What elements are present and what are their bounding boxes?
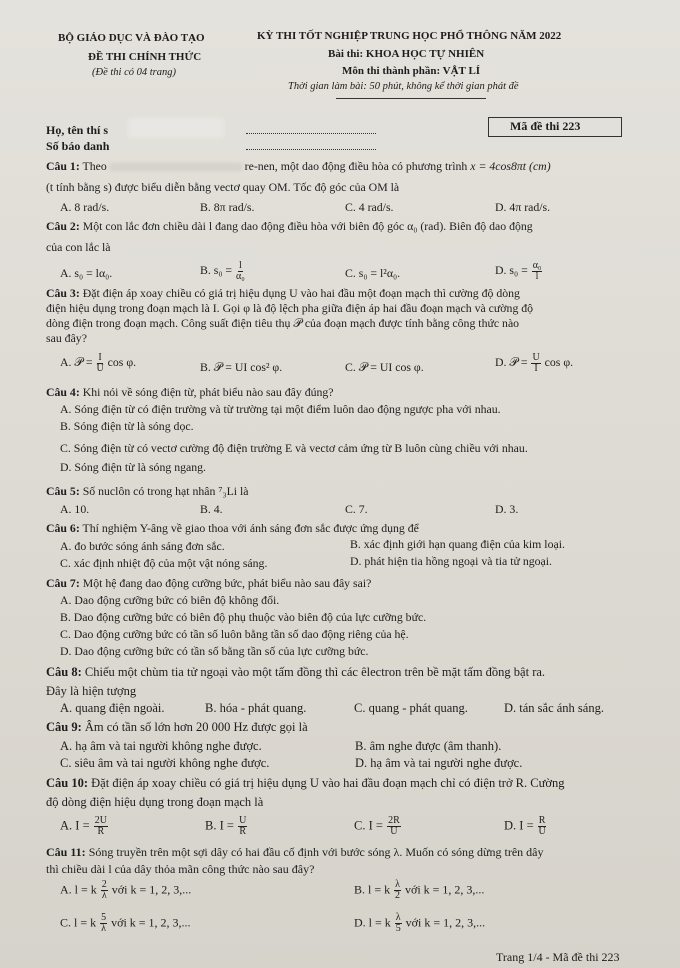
q7-option-c: C. Dao động cưỡng bức có tần số luôn bằng tần số dao động riêng của hệ.	[60, 627, 409, 641]
q4-option-a: A. Sóng điện từ có điện trường và từ trường tại một điểm luôn dao động ngược pha với nhau.	[60, 402, 501, 416]
q9-label: Câu 9:	[46, 720, 82, 734]
q4-stem: Câu 4: Khi nói về sóng điện từ, phát biểu nào sau đây đúng?	[46, 385, 334, 399]
exam-type: ĐỀ THI CHÍNH THỨC	[88, 51, 202, 63]
q11-option-d: D. l = k $\frac{\lambda}{5}$ với k = 1, 2, 3,...	[354, 912, 486, 934]
q11-option-c: C. l = k $\frac{5}{\lambda}$ với k = 1, 2, 3,...	[60, 912, 191, 934]
component: Môn thi thành phần: VẬT LÍ	[342, 65, 481, 77]
q9-option-c: C. siêu âm và tai người không nghe được.	[60, 756, 270, 770]
q1-line2: (t tính bằng s) được biểu diễn bằng vectơ quay OM. Tốc độ góc của OM là	[46, 180, 400, 194]
q11-option-a: A. l = k $\frac{2}{\lambda}$ với k = 1, 2, 3,...	[60, 879, 192, 901]
name-label: Họ, tên thí s	[46, 123, 109, 137]
q1-label: Câu 1:	[46, 159, 80, 173]
q6-option-d: D. phát hiện tia hồng ngoại và tia tử ngoại.	[350, 554, 552, 568]
subject: Bài thi: KHOA HỌC TỰ NHIÊN	[328, 48, 485, 60]
q1-option-d: D. 4π rad/s.	[495, 200, 551, 214]
q10-stem: Câu 10: Đặt điện áp xoay chiều có giá trị hiệu dụng U vào hai đầu đoạn mạch chỉ có điện trở R. Cường	[46, 776, 565, 790]
q6-option-c: C. xác định nhiệt độ của một vật nóng sáng.	[60, 556, 268, 570]
exam-code: Mã đề thi 223	[510, 119, 581, 133]
name-dots	[246, 133, 376, 134]
q8-label: Câu 8:	[46, 665, 82, 679]
q5-option-c: C. 7.	[345, 502, 368, 516]
q10-option-d: D. I = $\frac{R}{U}$	[504, 815, 546, 837]
id-dots	[246, 149, 376, 150]
q7-stem: Câu 7: Một hệ đang dao động cưỡng bức, phát biểu nào sau đây sai?	[46, 576, 372, 590]
q2-option-d: D. s₀ = $\frac{\text{α₀}}{l}$	[495, 260, 542, 282]
q3-option-b: B. 𝒫 = UI cos² φ.	[200, 360, 283, 374]
q8-option-a: A. quang điện ngoài.	[60, 701, 165, 715]
q3-line2: điện hiệu dụng trong đoạn mạch là I. Gọi φ là độ lệch pha giữa điện áp hai đầu đoạn mạch và cường độ	[46, 301, 534, 315]
q11-line2: thì chiều dài l của dây thỏa mãn công thức nào sau đây?	[46, 862, 315, 876]
q3-option-d: D. 𝒫 = $\frac{U}{I}$ cos φ.	[495, 352, 574, 374]
q3-line3: dòng điện trong đoạn mạch. Công suất điện tiêu thụ 𝒫 của đoạn mạch được tính bằng công thức nào	[46, 316, 520, 330]
q5-option-b: B. 4.	[200, 502, 223, 516]
id-label: Số báo danh	[46, 139, 110, 153]
q9-option-a: A. hạ âm và tai người không nghe được.	[60, 739, 262, 753]
time-limit: Thời gian làm bài: 50 phút, không kể thời gian phát đề	[288, 81, 519, 92]
q7-option-a: A. Dao động cưỡng bức có biên độ không đổi.	[60, 593, 280, 607]
q1-stem: Câu 1: Theo re-nen, một dao động điều hòa có phương trình x = 4cos8πt (cm)	[46, 159, 551, 173]
q1-option-b: B. 8π rad/s.	[200, 200, 255, 214]
q2-stem: Câu 2: Một con lắc đơn chiều dài l đang dao động điều hòa với biên độ góc α₀ (rad). Biên độ dao động	[46, 219, 533, 233]
q8-option-b: B. hóa - phát quang.	[205, 701, 307, 715]
q9-stem: Câu 9: Âm có tần số lớn hơn 20 000 Hz được gọi là	[46, 720, 308, 734]
q1-formula: x = 4cos8πt (cm)	[470, 159, 551, 173]
q6-stem: Câu 6: Thí nghiệm Y-âng về giao thoa với ánh sáng đơn sắc được ứng dụng để	[46, 521, 419, 535]
q7-label: Câu 7:	[46, 576, 80, 590]
q3-label: Câu 3:	[46, 286, 80, 300]
q4-option-d: D. Sóng điện từ là sóng ngang.	[60, 460, 206, 474]
q5-label: Câu 5:	[46, 484, 80, 498]
q9-option-b: B. âm nghe được (âm thanh).	[355, 739, 502, 753]
q5-option-a: A. 10.	[60, 502, 90, 516]
page-count: (Đề thi có 04 trang)	[92, 67, 176, 78]
q2-line2: của con lắc là	[46, 240, 111, 254]
q10-label: Câu 10:	[46, 776, 89, 790]
q4-option-b: B. Sóng điện từ là sóng dọc.	[60, 419, 194, 433]
q4-label: Câu 4:	[46, 385, 80, 399]
q2-option-a: A. s₀ = lα₀.	[60, 266, 113, 280]
q8-option-d: D. tán sắc ánh sáng.	[504, 701, 604, 715]
q11-option-b: B. l = k $\frac{\lambda}{2}$ với k = 1, 2, 3,...	[354, 879, 485, 901]
q5-option-d: D. 3.	[495, 502, 519, 516]
q6-option-a: A. đo bước sóng ánh sáng đơn sắc.	[60, 539, 225, 553]
q6-label: Câu 6:	[46, 521, 80, 535]
q11-label: Câu 11:	[46, 845, 86, 859]
ministry: BỘ GIÁO DỤC VÀ ĐÀO TẠO	[58, 32, 205, 44]
q2-label: Câu 2:	[46, 219, 80, 233]
q3-line4: sau đây?	[46, 331, 87, 345]
q10-option-a: A. I = $\frac{2U}{R}$	[60, 815, 107, 837]
q2-option-c: C. s₀ = l²α₀.	[345, 266, 401, 280]
q3-option-a: A. 𝒫 = $\frac{I}{U}$ cos φ.	[60, 352, 137, 374]
q1-obscured	[110, 163, 242, 171]
page-footer: Trang 1/4 - Mã đề thi 223	[496, 950, 620, 964]
q10-line2: độ dòng điện hiệu dụng trong đoạn mạch là	[46, 795, 264, 809]
q8-line2: Đây là hiện tượng	[46, 684, 137, 698]
q8-stem: Câu 8: Chiếu một chùm tia tử ngoại vào một tấm đồng thì các êlectron trên bề mặt tấm đồng bật ra.	[46, 665, 546, 679]
q3-stem: Câu 3: Đặt điện áp xoay chiều có giá trị hiệu dụng U vào hai đầu một đoạn mạch thì cường độ dòng	[46, 286, 520, 300]
q5-stem: Câu 5: Số nuclôn có trong hạt nhân ⁷₃Li là	[46, 484, 249, 498]
q8-option-c: C. quang - phát quang.	[354, 701, 468, 715]
q3-option-c: C. 𝒫 = UI cos φ.	[345, 360, 424, 374]
q11-stem: Câu 11: Sóng truyền trên một sợi dây có hai đầu cố định với bước sóng λ. Muốn có sóng dừng trên dây	[46, 845, 544, 859]
q7-option-b: B. Dao động cưỡng bức có biên độ phụ thuộc vào biên độ của lực cưỡng bức.	[60, 610, 427, 624]
header-rule	[336, 98, 486, 99]
q10-option-b: B. I = $\frac{U}{R}$	[205, 815, 247, 837]
q7-option-d: D. Dao động cưỡng bức có tần số bằng tần số của lực cưỡng bức.	[60, 644, 369, 658]
q6-option-b: B. xác định giới hạn quang điện của kim loại.	[350, 537, 565, 551]
q10-option-c: C. I = $\frac{2R}{U}$	[354, 815, 400, 837]
exam-name: KỲ THI TỐT NGHIỆP TRUNG HỌC PHỔ THÔNG NĂM 2022	[257, 30, 562, 42]
q4-option-c: C. Sóng điện từ có vectơ cường độ điện trường E và vectơ cảm ứng từ B luôn cùng chiều với nhau.	[60, 441, 528, 455]
q2-option-b: B. s₀ = $\frac{l}{\text{α₀}}$	[200, 260, 245, 282]
q1-option-a: A. 8 rad/s.	[60, 200, 110, 214]
redacted-name	[128, 118, 224, 138]
q9-option-d: D. hạ âm và tai người nghe được.	[355, 756, 523, 770]
q1-option-c: C. 4 rad/s.	[345, 200, 394, 214]
